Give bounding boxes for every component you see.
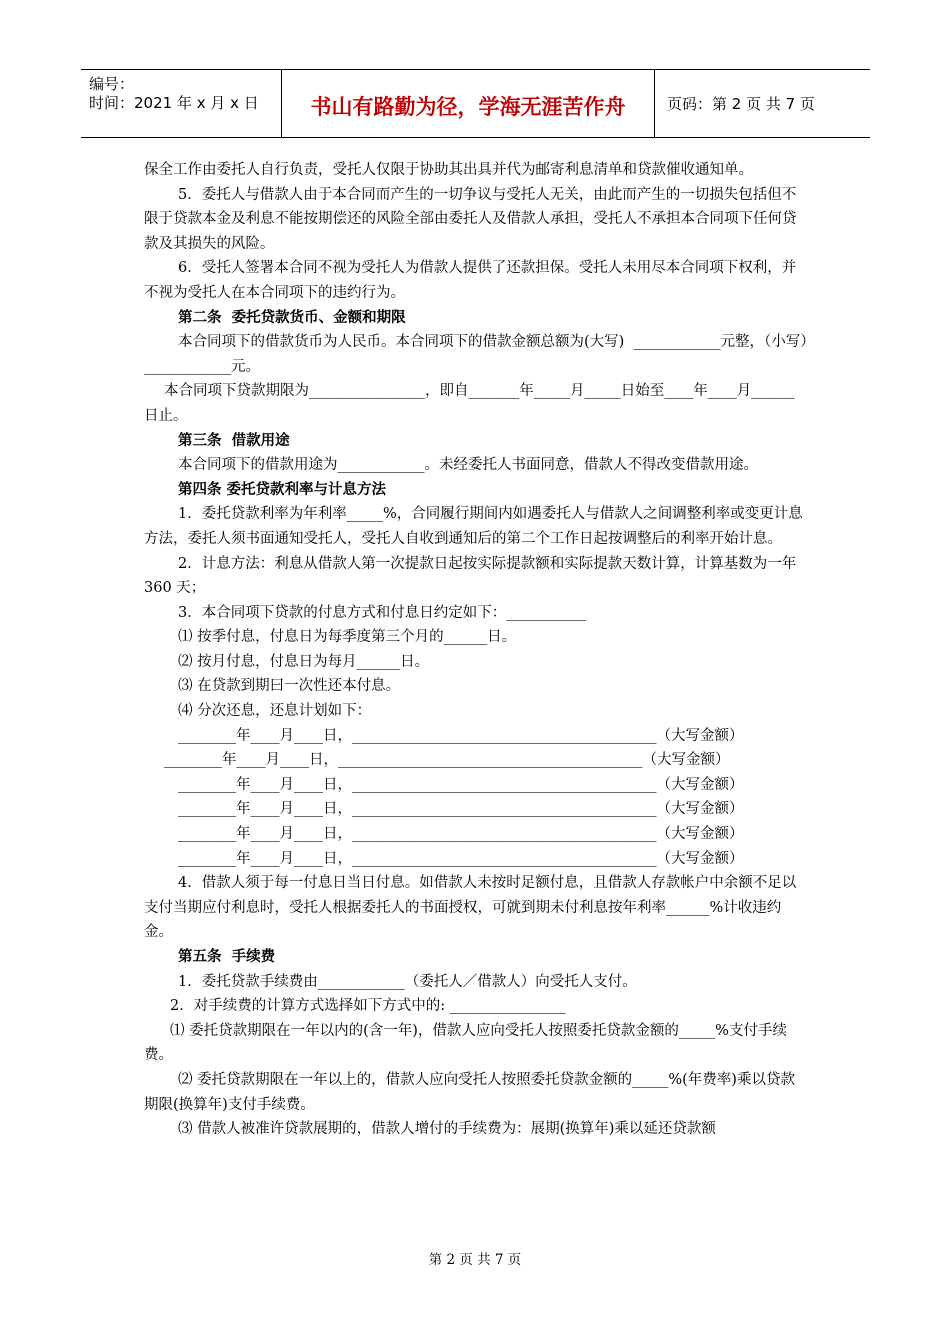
header-motto-cell <box>282 70 655 137</box>
page-header <box>81 69 870 138</box>
paragraph: 保全工作由委托人自行负责，受托人仅限于协助其出具并代为邮寄利息清单和贷款催收通知单。 <box>144 162 753 178</box>
paragraph: 本合同项下的借款货币为人民币。本合同项下的借款金额总额为(大写) ____________元整，（小写）____________元。 <box>144 334 808 375</box>
paragraph: ________年____月____日，__________________________________________（大写金额） <box>178 801 744 818</box>
page-footer: 第 2 页 共 7 页 <box>428 1252 522 1268</box>
document-date-label: 时间：2021 年 x 月 x 日 <box>89 94 259 112</box>
paragraph: 本合同项下贷款期限为________________，即自_______年_____月_____日始至____年____月______日止。 <box>144 383 795 424</box>
paragraph: ________年____月____日，__________________________________________（大写金额） <box>178 850 744 867</box>
document-number-label: 编号： <box>89 75 135 93</box>
header-page-cell <box>655 70 870 137</box>
paragraph: ⑵ 按月付息，付息日为每月______日。 <box>178 653 430 670</box>
paragraph: ⑶ 在贷款到期曰一次性还本付息。 <box>178 678 401 695</box>
paragraph: ⑶ 借款人被准许贷款展期的，借款人增付的手续费为：展期(换算年)乘以延还贷款额 <box>178 1121 716 1138</box>
header-motto: 书山有路勤为径，学海无涯苦作舟 <box>310 95 626 119</box>
paragraph: ________年____月____日，__________________________________________（大写金额） <box>178 727 744 744</box>
section-heading: 第四条 委托贷款利率与计息方法 <box>178 481 387 498</box>
paragraph: 5．委托人与借款人由于本合同而产生的一切争议与受托人无关，由此而产生的一切损失包括但不限于贷款本金及利息不能按期偿还的风险全部由委托人及借款人承担，受托人不承担本合同项下任何贷款及其损失的风险。 <box>144 186 797 252</box>
paragraph: ________年____月____日，__________________________________________（大写金额） <box>178 776 744 793</box>
section-heading: 第五条 手续费 <box>178 949 276 965</box>
paragraph: 1．委托贷款手续费由____________（委托人／借款人）向受托人支付。 <box>178 973 637 990</box>
paragraph: 本合同项下的借款用途为____________。未经委托人书面同意，借款人不得改变借款用途。 <box>178 457 758 474</box>
paragraph: ⑴ 委托贷款期限在一年以内的(含一年)，借款人应向受托人按照委托贷款金额的_____%支付手续费。 <box>144 1022 787 1064</box>
paragraph: 6．受托人签署本合同不视为受托人为借款人提供了还款担保。受托人未用尽本合同项下权利，并不视为受托人在本合同项下的违约行为。 <box>144 260 797 301</box>
paragraph: ⑴ 按季付息，付息日为每季度第三个月的______日。 <box>178 629 517 646</box>
paragraph: 2．计息方法：利息从借款人第一次提款日起按实际提款额和实际提款天数计算，计算基数为一年 360 天； <box>144 555 801 597</box>
paragraph: 4．借款人须于每一付息日当日付息。如借款人未按时足额付息，且借款人存款帐户中余额不足以支付当期应付利息时，受托人根据委托人的书面授权，可就到期未付利息按年利率______%计收违约金。 <box>144 875 797 941</box>
paragraph: ⑵ 委托贷款期限在一年以上的，借款人应向受托人按照委托贷款金额的_____%(年费率)乘以贷款期限(换算年)支付手续费。 <box>144 1071 795 1113</box>
header-page-number: 页码：第 2 页 共 7 页 <box>667 95 815 113</box>
paragraph: ⑷ 分次还息，还息计划如下： <box>178 703 372 720</box>
section-heading: 第三条 借款用途 <box>178 432 290 449</box>
paragraph: 3．本合同项下贷款的付息方式和付息日约定如下：___________ <box>178 604 586 621</box>
header-left-cell <box>81 70 282 137</box>
document-body <box>144 158 808 1142</box>
paragraph: ________年____月____日，__________________________________________（大写金额） <box>178 826 744 843</box>
paragraph: 2．对手续费的计算方式选择如下方式中的: ________________ <box>170 998 566 1015</box>
section-heading: 第二条 委托贷款货币、金额和期限 <box>178 309 406 326</box>
paragraph: 1．委托贷款利率为年利率_____%，合同履行期间内如遇委托人与借款人之间调整利率或变更计息方法，委托人须书面通知受托人，受托人自收到通知后的第二个工作日起按调整后的利率开始计息。 <box>144 506 803 547</box>
paragraph: ________年____月____日，__________________________________________（大写金额） <box>164 752 730 769</box>
